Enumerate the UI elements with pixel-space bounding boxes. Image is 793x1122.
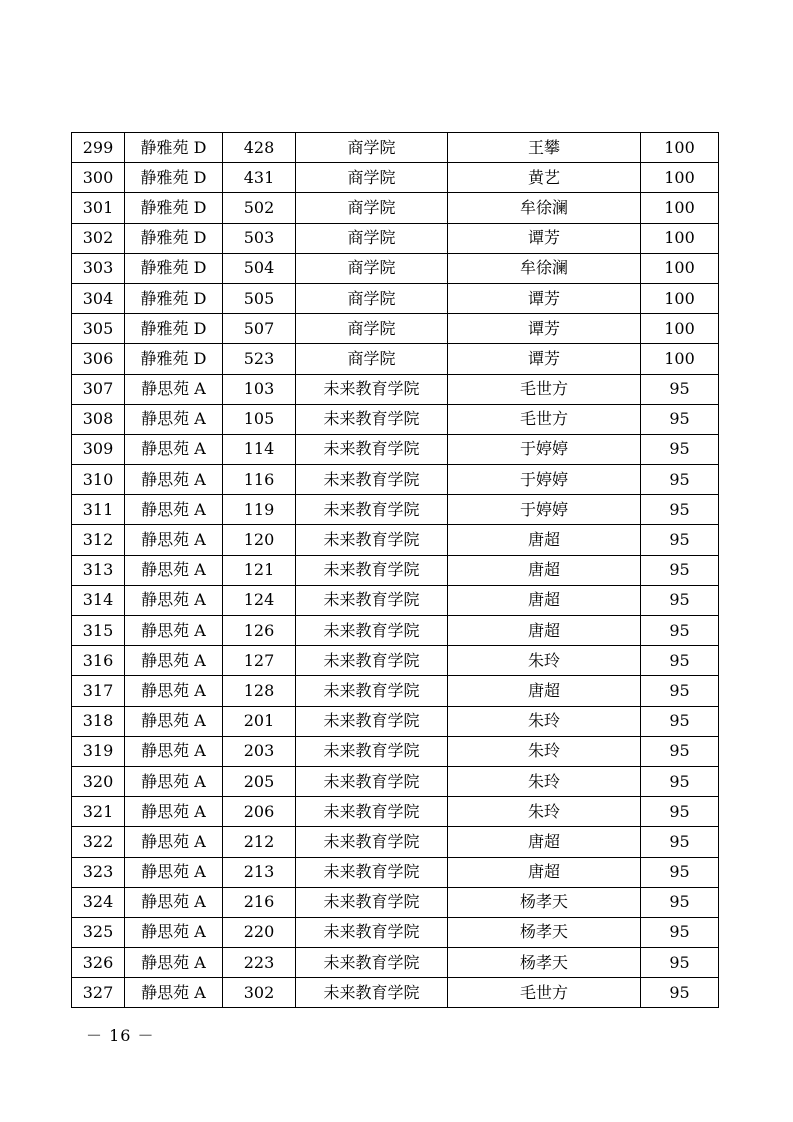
row-number-cell: 312 [72,525,125,555]
score-cell: 95 [641,887,719,917]
score-cell: 95 [641,766,719,796]
row-number-cell: 308 [72,404,125,434]
table-row [72,676,719,706]
table-row [72,163,719,193]
score-cell: 95 [641,434,719,464]
score-cell: 95 [641,857,719,887]
room-cell: 116 [223,465,296,495]
name-cell: 毛世方 [448,374,641,404]
name-cell: 杨孝天 [448,917,641,947]
score-cell: 100 [641,314,719,344]
building-cell: 静雅苑 D [125,314,223,344]
room-cell: 120 [223,525,296,555]
college-cell: 未来教育学院 [296,525,448,555]
name-cell: 毛世方 [448,404,641,434]
row-number-cell: 315 [72,616,125,646]
score-cell: 100 [641,193,719,223]
table-row [72,706,719,736]
table-row [72,404,719,434]
college-cell: 未来教育学院 [296,495,448,525]
room-cell: 205 [223,766,296,796]
table-row [72,917,719,947]
name-cell: 谭芳 [448,314,641,344]
table-row [72,616,719,646]
college-cell: 商学院 [296,283,448,313]
score-cell: 100 [641,253,719,283]
score-cell: 95 [641,585,719,615]
score-cell: 95 [641,676,719,706]
building-cell: 静思苑 A [125,797,223,827]
row-number-cell: 309 [72,434,125,464]
row-number-cell: 320 [72,766,125,796]
table-row [72,253,719,283]
room-cell: 505 [223,283,296,313]
building-cell: 静思苑 A [125,495,223,525]
building-cell: 静思苑 A [125,857,223,887]
name-cell: 唐超 [448,676,641,706]
table-row [72,646,719,676]
row-number-cell: 300 [72,163,125,193]
room-cell: 216 [223,887,296,917]
building-cell: 静雅苑 D [125,344,223,374]
name-cell: 朱玲 [448,706,641,736]
score-cell: 95 [641,555,719,585]
page-number: － 16 － [86,1026,155,1045]
score-cell: 100 [641,223,719,253]
college-cell: 商学院 [296,314,448,344]
score-cell: 95 [641,736,719,766]
building-cell: 静思苑 A [125,555,223,585]
table-row [72,314,719,344]
table-row [72,585,719,615]
row-number-cell: 306 [72,344,125,374]
score-cell: 95 [641,465,719,495]
room-cell: 201 [223,706,296,736]
row-number-cell: 322 [72,827,125,857]
room-cell: 507 [223,314,296,344]
college-cell: 商学院 [296,223,448,253]
name-cell: 杨孝天 [448,887,641,917]
dormitory-score-table [71,132,719,1008]
row-number-cell: 323 [72,857,125,887]
table-row [72,555,719,585]
table-row [72,827,719,857]
name-cell: 牟徐澜 [448,193,641,223]
score-cell: 95 [641,917,719,947]
row-number-cell: 318 [72,706,125,736]
name-cell: 唐超 [448,555,641,585]
college-cell: 商学院 [296,253,448,283]
room-cell: 504 [223,253,296,283]
table-row [72,465,719,495]
college-cell: 未来教育学院 [296,827,448,857]
name-cell: 王攀 [448,133,641,163]
room-cell: 127 [223,646,296,676]
college-cell: 商学院 [296,163,448,193]
college-cell: 未来教育学院 [296,797,448,827]
table-row [72,797,719,827]
row-number-cell: 307 [72,374,125,404]
table-row [72,344,719,374]
college-cell: 未来教育学院 [296,434,448,464]
row-number-cell: 326 [72,948,125,978]
table-row [72,887,719,917]
building-cell: 静思苑 A [125,616,223,646]
row-number-cell: 302 [72,223,125,253]
college-cell: 未来教育学院 [296,646,448,676]
college-cell: 未来教育学院 [296,585,448,615]
name-cell: 唐超 [448,525,641,555]
row-number-cell: 319 [72,736,125,766]
building-cell: 静思苑 A [125,404,223,434]
table-row [72,283,719,313]
name-cell: 于婷婷 [448,434,641,464]
building-cell: 静思苑 A [125,585,223,615]
table-body [72,133,719,1008]
row-number-cell: 311 [72,495,125,525]
row-number-cell: 301 [72,193,125,223]
row-number-cell: 325 [72,917,125,947]
name-cell: 于婷婷 [448,495,641,525]
college-cell: 未来教育学院 [296,978,448,1008]
score-cell: 95 [641,616,719,646]
table-row [72,434,719,464]
college-cell: 商学院 [296,193,448,223]
building-cell: 静思苑 A [125,827,223,857]
score-cell: 95 [641,374,719,404]
room-cell: 105 [223,404,296,434]
row-number-cell: 305 [72,314,125,344]
name-cell: 于婷婷 [448,465,641,495]
score-cell: 95 [641,827,719,857]
room-cell: 121 [223,555,296,585]
room-cell: 126 [223,616,296,646]
building-cell: 静雅苑 D [125,283,223,313]
room-cell: 119 [223,495,296,525]
building-cell: 静思苑 A [125,525,223,555]
room-cell: 203 [223,736,296,766]
building-cell: 静雅苑 D [125,163,223,193]
row-number-cell: 317 [72,676,125,706]
score-cell: 100 [641,133,719,163]
building-cell: 静思苑 A [125,917,223,947]
score-cell: 95 [641,646,719,676]
room-cell: 128 [223,676,296,706]
room-cell: 503 [223,223,296,253]
name-cell: 杨孝天 [448,948,641,978]
building-cell: 静雅苑 D [125,133,223,163]
row-number-cell: 310 [72,465,125,495]
score-cell: 95 [641,495,719,525]
room-cell: 223 [223,948,296,978]
room-cell: 213 [223,857,296,887]
row-number-cell: 313 [72,555,125,585]
building-cell: 静雅苑 D [125,193,223,223]
college-cell: 未来教育学院 [296,706,448,736]
table-row [72,374,719,404]
building-cell: 静思苑 A [125,706,223,736]
score-cell: 95 [641,706,719,736]
table-row [72,978,719,1008]
name-cell: 谭芳 [448,223,641,253]
name-cell: 朱玲 [448,736,641,766]
table-row [72,766,719,796]
building-cell: 静雅苑 D [125,253,223,283]
name-cell: 朱玲 [448,797,641,827]
room-cell: 302 [223,978,296,1008]
room-cell: 502 [223,193,296,223]
row-number-cell: 314 [72,585,125,615]
name-cell: 朱玲 [448,646,641,676]
score-cell: 95 [641,525,719,555]
building-cell: 静思苑 A [125,676,223,706]
name-cell: 唐超 [448,585,641,615]
building-cell: 静思苑 A [125,646,223,676]
score-cell: 95 [641,797,719,827]
college-cell: 未来教育学院 [296,555,448,585]
row-number-cell: 304 [72,283,125,313]
room-cell: 523 [223,344,296,374]
college-cell: 未来教育学院 [296,404,448,434]
name-cell: 毛世方 [448,978,641,1008]
name-cell: 唐超 [448,616,641,646]
building-cell: 静思苑 A [125,434,223,464]
row-number-cell: 299 [72,133,125,163]
row-number-cell: 321 [72,797,125,827]
score-cell: 100 [641,283,719,313]
name-cell: 谭芳 [448,283,641,313]
score-cell: 100 [641,163,719,193]
college-cell: 商学院 [296,133,448,163]
score-cell: 95 [641,948,719,978]
building-cell: 静思苑 A [125,766,223,796]
building-cell: 静思苑 A [125,887,223,917]
name-cell: 牟徐澜 [448,253,641,283]
college-cell: 未来教育学院 [296,887,448,917]
score-cell: 95 [641,404,719,434]
score-cell: 100 [641,344,719,374]
table-row [72,495,719,525]
room-cell: 124 [223,585,296,615]
name-cell: 朱玲 [448,766,641,796]
table-row [72,223,719,253]
college-cell: 未来教育学院 [296,616,448,646]
room-cell: 103 [223,374,296,404]
room-cell: 431 [223,163,296,193]
table-row [72,857,719,887]
table-row [72,736,719,766]
name-cell: 唐超 [448,857,641,887]
building-cell: 静思苑 A [125,465,223,495]
table-row [72,948,719,978]
table-row [72,525,719,555]
college-cell: 未来教育学院 [296,857,448,887]
row-number-cell: 303 [72,253,125,283]
room-cell: 212 [223,827,296,857]
room-cell: 220 [223,917,296,947]
table-row [72,133,719,163]
name-cell: 唐超 [448,827,641,857]
building-cell: 静思苑 A [125,736,223,766]
row-number-cell: 327 [72,978,125,1008]
room-cell: 428 [223,133,296,163]
building-cell: 静思苑 A [125,374,223,404]
building-cell: 静思苑 A [125,948,223,978]
room-cell: 114 [223,434,296,464]
college-cell: 未来教育学院 [296,766,448,796]
college-cell: 未来教育学院 [296,374,448,404]
score-cell: 95 [641,978,719,1008]
building-cell: 静思苑 A [125,978,223,1008]
college-cell: 未来教育学院 [296,676,448,706]
college-cell: 未来教育学院 [296,736,448,766]
row-number-cell: 316 [72,646,125,676]
table-row [72,193,719,223]
college-cell: 商学院 [296,344,448,374]
name-cell: 黄艺 [448,163,641,193]
name-cell: 谭芳 [448,344,641,374]
row-number-cell: 324 [72,887,125,917]
room-cell: 206 [223,797,296,827]
building-cell: 静雅苑 D [125,223,223,253]
college-cell: 未来教育学院 [296,917,448,947]
college-cell: 未来教育学院 [296,465,448,495]
college-cell: 未来教育学院 [296,948,448,978]
